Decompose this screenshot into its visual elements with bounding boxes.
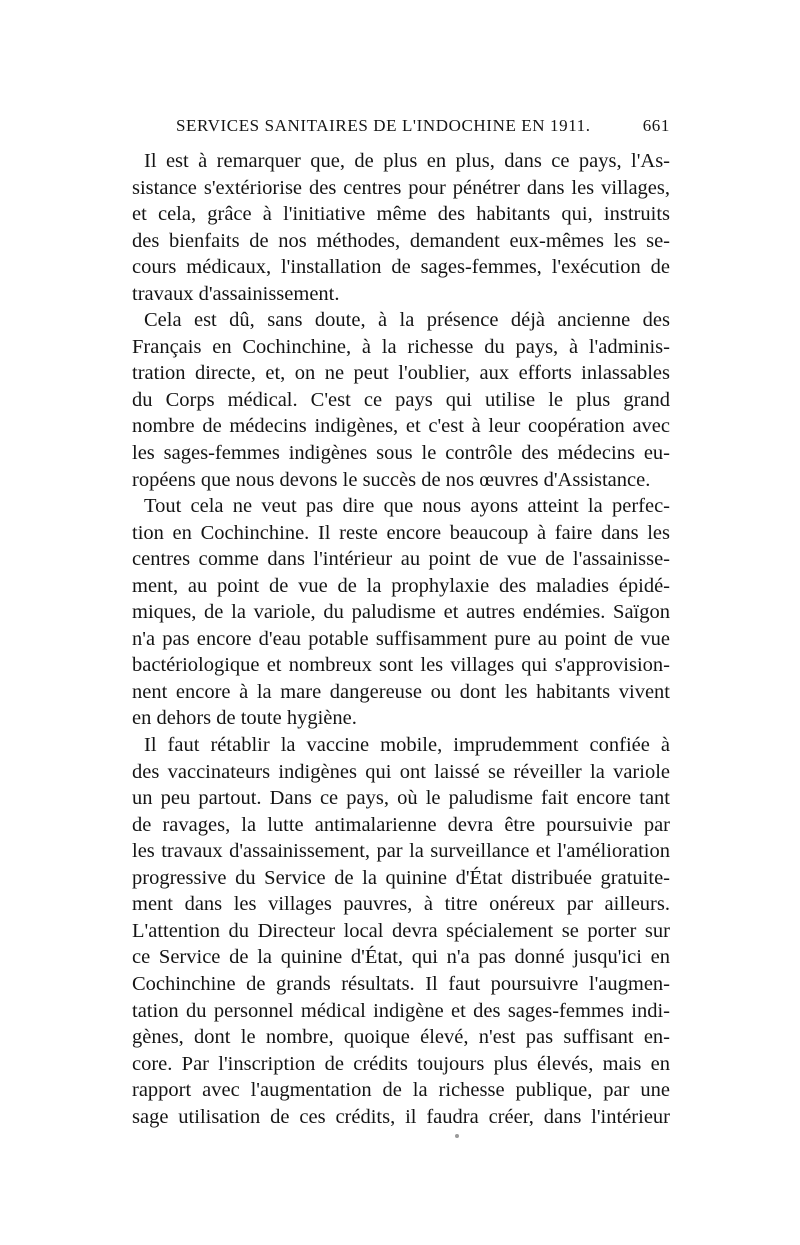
text-line: bactériologique et nombreux sont les villages qui s'approvision- (132, 654, 670, 677)
text-line: Il faut rétablir la vaccine mobile, imprudemment confiée à (144, 734, 670, 757)
text-line: cours médicaux, l'installation de sages-femmes, l'exécution de (132, 256, 670, 279)
text-line: L'attention du Directeur local devra spécialement se porter sur (132, 919, 670, 942)
text-line: tration directe, et, on ne peut l'oublier, aux efforts inlassables (132, 362, 670, 385)
text-line: en dehors de toute hygiène. (132, 707, 357, 730)
text-line: Il est à remarquer que, de plus en plus, dans ce pays, l'As- (144, 150, 670, 172)
text-line: core. Par l'inscription de crédits toujours plus élevés, mais en (132, 1052, 670, 1075)
text-line: Cochinchine de grands résultats. Il faut poursuivre l'augmen- (132, 972, 670, 995)
running-title: SERVICES SANITAIRES DE L'INDOCHINE EN 1911. (176, 116, 591, 135)
text-line: des bienfaits de nos méthodes, demandent eux-mêmes les se- (132, 229, 670, 252)
body-text (132, 148, 670, 1130)
text-line: du Corps médical. C'est ce pays qui utilise le plus grand (132, 388, 670, 411)
text-line: les travaux d'assainissement, par la surveillance et l'amélioration (132, 840, 670, 863)
text-line: de ravages, la lutte antimalarienne devra être poursuivie par (132, 813, 670, 836)
text-line: des vaccinateurs indigènes qui ont laissé se réveiller la variole (132, 760, 670, 783)
text-line: gènes, dont le nombre, quoique élevé, n'est pas suffisant en- (132, 1026, 670, 1049)
text-line: Français en Cochinchine, à la richesse du pays, à l'adminis- (132, 335, 670, 358)
text-line: ment dans les villages pauvres, à titre onéreux par ailleurs. (132, 893, 670, 916)
text-line: centres comme dans l'intérieur au point de vue de l'assainisse- (132, 548, 670, 571)
text-line: tion en Cochinchine. Il reste encore beaucoup à faire dans les (132, 521, 670, 544)
text-line: rapport avec l'augmentation de la richesse publique, par une (132, 1079, 670, 1102)
text-line: ce Service de la quinine d'État, qui n'a pas donné jusqu'ici en (132, 946, 670, 969)
text-line: ropéens que nous devons le succès de nos œuvres d'Assistance. (132, 468, 651, 491)
text-line: Cela est dû, sans doute, à la présence déjà ancienne des (144, 309, 670, 332)
text-line: nent encore à la mare dangereuse ou dont les habitants vivent (132, 680, 670, 703)
ink-speck (455, 1134, 459, 1138)
text-line: et cela, grâce à l'initiative même des habitants qui, instruits (132, 203, 670, 226)
text-line: travaux d'assainissement. (132, 282, 340, 305)
text-line: miques, de la variole, du paludisme et autres endémies. Saïgon (132, 601, 670, 624)
text-line: sistance s'extériorise des centres pour pénétrer dans les villages, (132, 176, 670, 199)
text-line: les sages-femmes indigènes sous le contrôle des médecins eu- (132, 442, 670, 465)
text-line: progressive du Service de la quinine d'État distribuée gratuite- (132, 866, 670, 889)
running-head (132, 116, 670, 140)
page-number: 661 (642, 116, 670, 135)
text-line: tation du personnel médical indigène et des sages-femmes indi- (132, 999, 670, 1022)
text-line: un peu partout. Dans ce pays, où le paludisme fait encore tant (132, 787, 670, 810)
text-line: n'a pas encore d'eau potable suffisamment pure au point de vue (132, 627, 670, 650)
text-line: nombre de médecins indigènes, et c'est à leur coopération avec (132, 415, 670, 438)
text-line: ment, au point de vue de la prophylaxie des maladies épidé- (132, 574, 670, 597)
text-line: sage utilisation de ces crédits, il faudra créer, dans l'intérieur (132, 1105, 670, 1128)
text-line: Tout cela ne veut pas dire que nous ayons atteint la perfec- (144, 495, 670, 518)
